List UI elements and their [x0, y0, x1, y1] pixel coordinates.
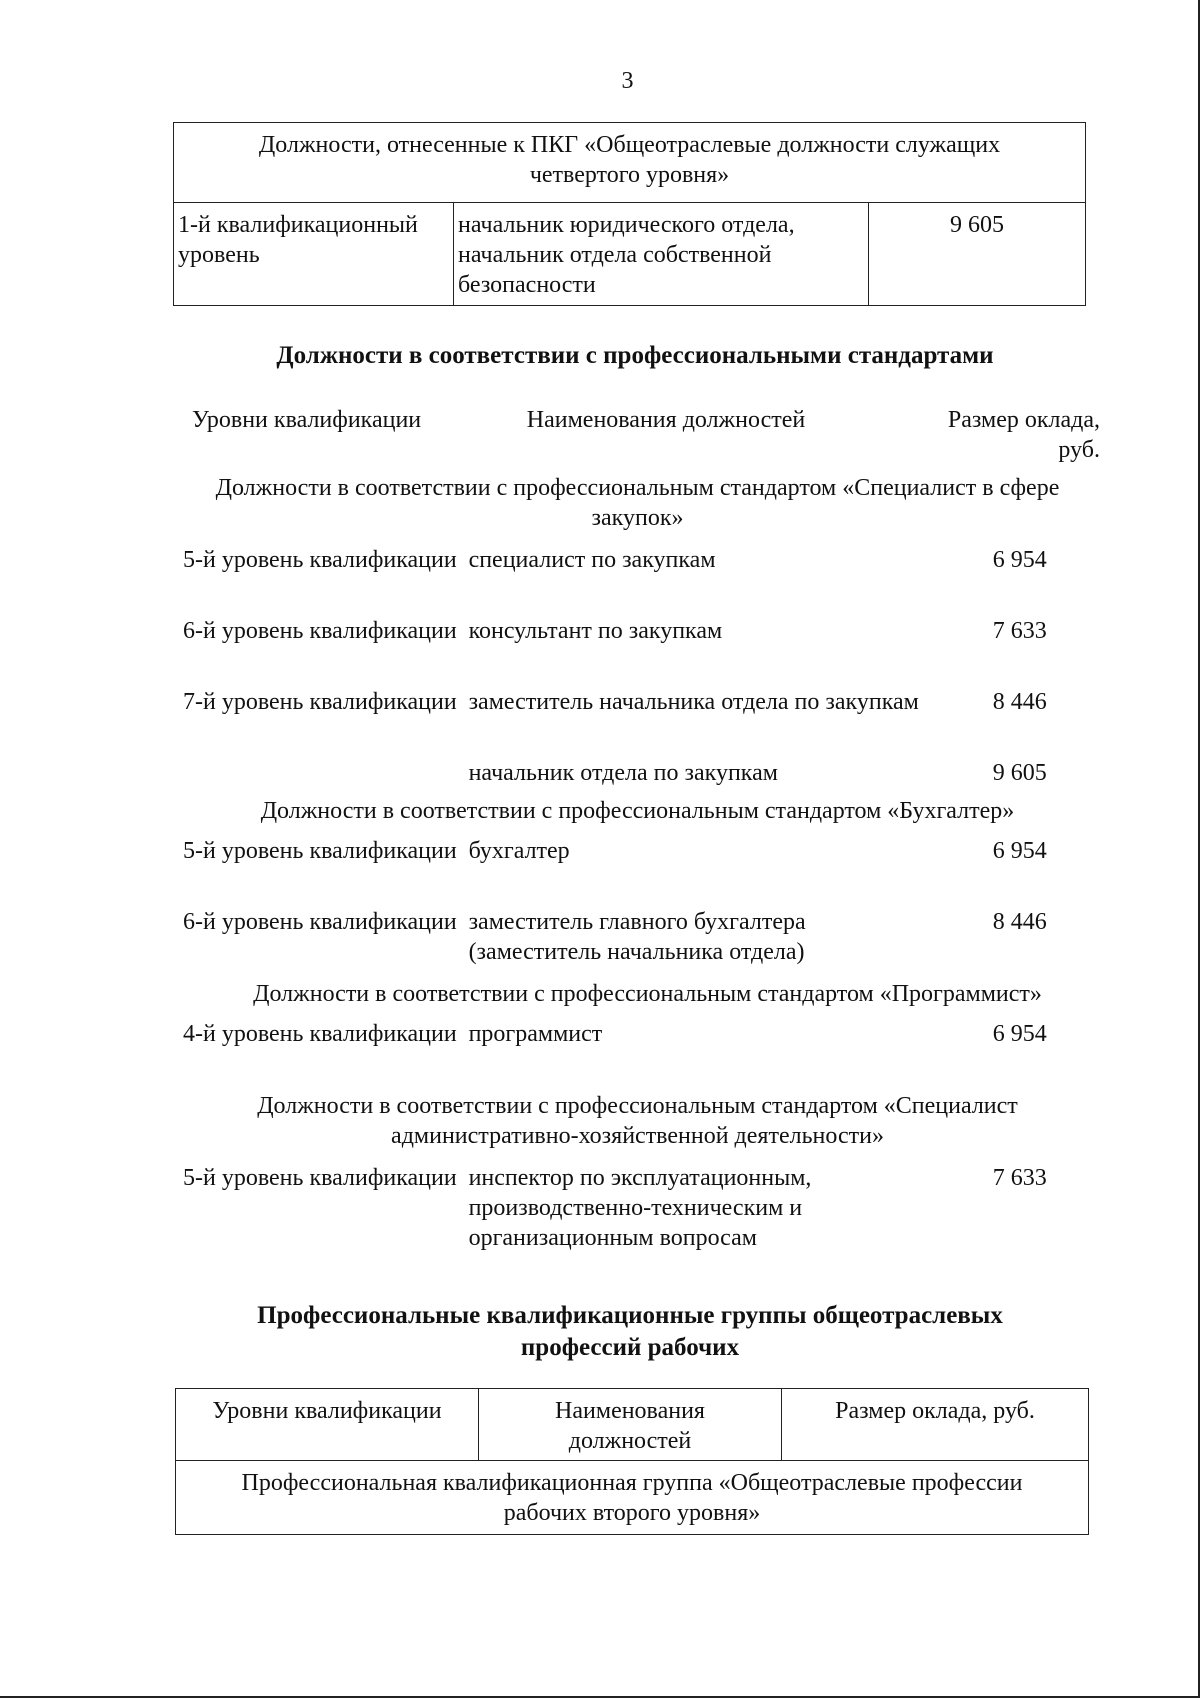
- level-cell: [175, 758, 461, 796]
- salary-cell: 6 954: [992, 1021, 1047, 1047]
- group-header: Должности, отнесенные к ПКГ «Общеотраслевые должности служащих четвертого уровня»: [174, 123, 1086, 203]
- section-title-worker-professions: Профессиональные квалификационные группы общеотраслевых профессий рабочих: [257, 1302, 1003, 1361]
- table-row: [175, 758, 1100, 796]
- salary-cell: 8 446: [992, 689, 1047, 715]
- salary-cell: 9 605: [869, 203, 1086, 306]
- header-row: [175, 405, 1100, 465]
- header-positions: Наименования должностей: [526, 407, 806, 433]
- salary-cell: 7 633: [992, 1165, 1047, 1191]
- pkg-fourth-level-table: [173, 122, 1086, 306]
- table-row: [175, 1019, 1100, 1091]
- professional-standards-table: [175, 405, 1100, 1258]
- header-row: [176, 1389, 1089, 1461]
- worker-professions-table: [175, 1388, 1089, 1535]
- group-title: Должности в соответствии с профессиональным стандартом «Программист»: [253, 981, 1042, 1007]
- table-row: [175, 545, 1100, 616]
- position-cell: программист: [468, 1021, 603, 1047]
- salary-cell: 6 954: [992, 838, 1047, 864]
- level-cell: 7-й уровень квалификации: [183, 689, 457, 715]
- header-salary: Размер оклада, руб.: [947, 407, 1100, 463]
- salary-cell: 6 954: [992, 547, 1047, 573]
- header-positions: Наименования должностей: [479, 1389, 782, 1461]
- position-cell: заместитель главного бухгалтера (заместитель начальника отдела): [468, 909, 806, 965]
- table-row: [175, 616, 1100, 687]
- group-header: Профессиональная квалификационная группа «Общеотраслевые профессии рабочих второго уровня»: [176, 1461, 1089, 1535]
- table-row: [175, 836, 1100, 907]
- positions-cell: начальник юридического отдела, начальник отдела собственной безопасности: [454, 203, 869, 306]
- table-row: [174, 203, 1086, 306]
- level-cell: 6-й уровень квалификации: [183, 618, 457, 644]
- position-cell: начальник отдела по закупкам: [468, 760, 778, 786]
- position-cell: специалист по закупкам: [468, 547, 716, 573]
- group-title: Должности в соответствии с профессиональным стандартом «Специалист административно-хозяйственной деятельности»: [257, 1093, 1018, 1149]
- group-title: Должности в соответствии с профессиональным стандартом «Бухгалтер»: [260, 798, 1015, 824]
- level-cell: 6-й уровень квалификации: [183, 909, 457, 935]
- table-row: [175, 907, 1100, 979]
- position-cell: бухгалтер: [468, 838, 570, 864]
- level-cell: 5-й уровень квалификации: [183, 1165, 457, 1191]
- section-title-professional-standards: Должности в соответствии с профессиональными стандартами: [276, 342, 994, 369]
- level-cell: 1-й квалификационный уровень: [174, 203, 454, 306]
- group-title: Должности в соответствии с профессиональным стандартом «Специалист в сфере закупок»: [215, 475, 1060, 531]
- salary-cell: 8 446: [992, 909, 1047, 935]
- header-levels: Уровни квалификации: [192, 407, 422, 433]
- salary-cell: 9 605: [992, 760, 1047, 786]
- header-salary: Размер оклада, руб.: [782, 1389, 1089, 1461]
- position-cell: заместитель начальника отдела по закупкам: [468, 689, 919, 715]
- position-cell: инспектор по эксплуатационным, производственно-техническим и организационным вопросам: [468, 1165, 812, 1251]
- table-row: [175, 687, 1100, 758]
- position-cell: консультант по закупкам: [468, 618, 723, 644]
- level-cell: 4-й уровень квалификации: [183, 1021, 457, 1047]
- header-levels: Уровни квалификации: [176, 1389, 479, 1461]
- level-cell: 5-й уровень квалификации: [183, 547, 457, 573]
- page-number: 3: [621, 68, 634, 94]
- level-cell: 5-й уровень квалификации: [183, 838, 457, 864]
- table-row: [175, 1163, 1100, 1258]
- salary-cell: 7 633: [992, 618, 1047, 644]
